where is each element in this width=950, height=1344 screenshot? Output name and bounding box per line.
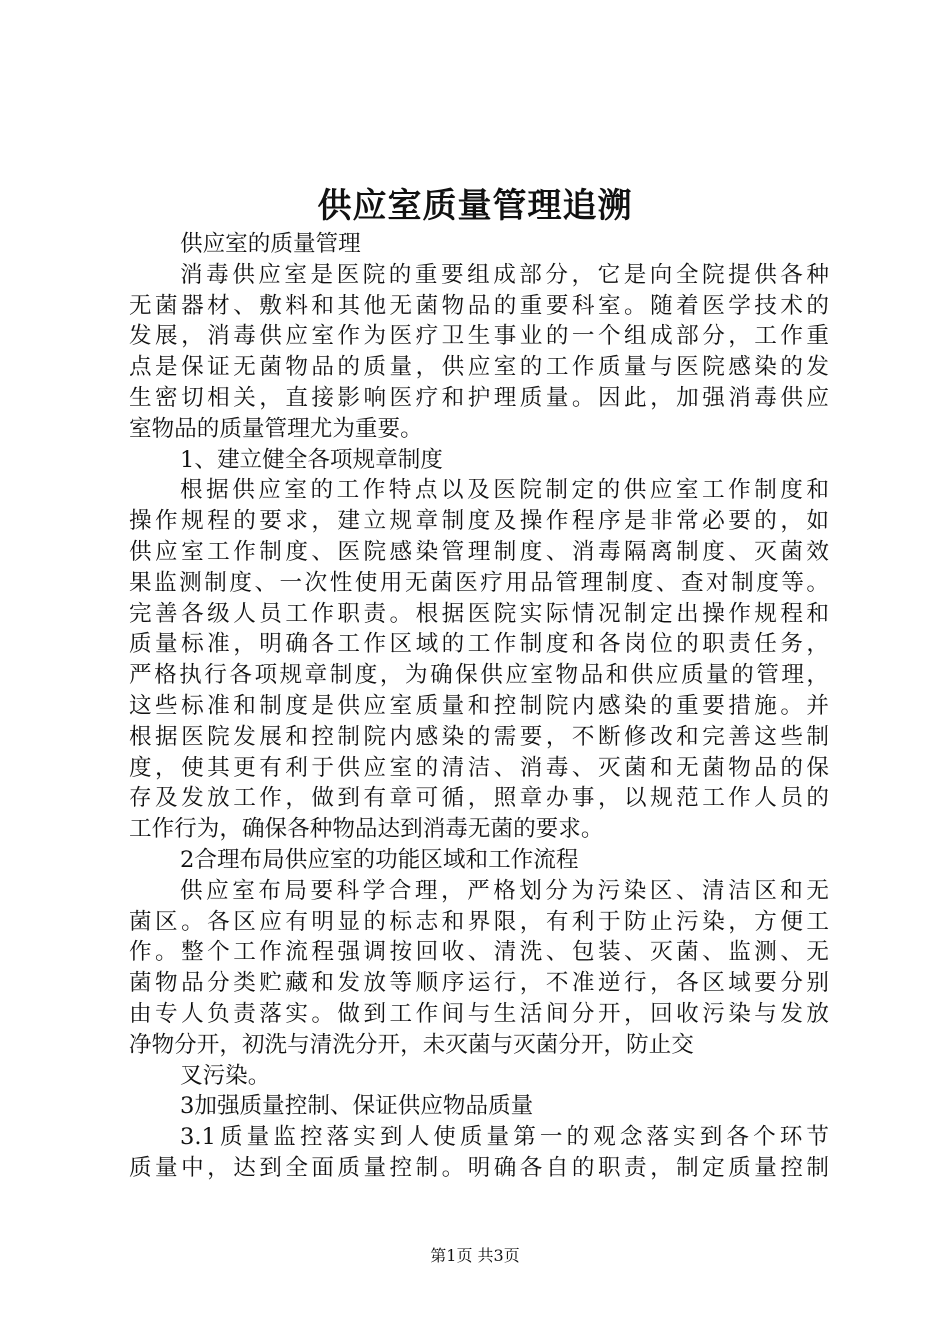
paragraph-line: 消毒供应室是医院的重要组成部分，它是向全院提供各种	[180, 261, 829, 288]
paragraph-line: 完善各级人员工作职责。根据医院实际情况制定出操作规程和	[129, 600, 829, 627]
paragraph-line: 果监测制度、一次性使用无菌医疗用品管理制度、查对制度等。	[129, 569, 829, 596]
paragraph-line: 作。整个工作流程强调按回收、清洗、包装、灭菌、监测、无	[129, 939, 829, 966]
paragraph-line: 根据供应室的工作特点以及医院制定的供应室工作制度和	[180, 477, 829, 504]
page-footer: 第1页 共3页	[430, 1246, 520, 1265]
paragraph-line: 无菌器材、敷料和其他无菌物品的重要科室。随着医学技术的	[129, 292, 829, 319]
paragraph-line: 由专人负责落实。做到工作间与生活间分开，回收污染与发放	[129, 1000, 829, 1027]
paragraph-line: 工作行为，确保各种物品达到消毒无菌的要求。	[129, 816, 604, 843]
paragraph-line: 3.1质量监控落实到人使质量第一的观念落实到各个环节	[180, 1124, 829, 1151]
paragraph-line: 度，使其更有利于供应室的清洁、消毒、灭菌和无菌物品的保	[129, 754, 829, 781]
paragraph-line: 叉污染。	[180, 1062, 271, 1089]
document-body	[129, 229, 829, 1184]
paragraph-line: 生密切相关，直接影响医疗和护理质量。因此，加强消毒供应	[129, 384, 829, 411]
section-heading: 供应室的质量管理	[180, 231, 361, 257]
section-heading: 1、建立健全各项规章制度	[180, 446, 443, 473]
paragraph-line: 存及发放工作，做到有章可循，照章办事，以规范工作人员的	[129, 785, 829, 812]
paragraph-line: 发展，消毒供应室作为医疗卫生事业的一个组成部分，工作重	[129, 323, 829, 350]
paragraph-line: 供应室布局要科学合理，严格划分为污染区、清洁区和无	[180, 877, 829, 904]
section-heading: 2合理布局供应室的功能区域和工作流程	[180, 846, 579, 873]
section-heading: 3加强质量控制、保证供应物品质量	[180, 1093, 534, 1120]
paragraph-line: 根据医院发展和控制院内感染的需要，不断修改和完善这些制	[129, 723, 829, 750]
paragraph-line: 室物品的质量管理尤为重要。	[129, 415, 423, 442]
paragraph-line: 菌物品分类贮藏和发放等顺序运行，不准逆行，各区域要分别	[129, 970, 829, 997]
paragraph-line: 菌区。各区应有明显的标志和界限，有利于防止污染，方便工	[129, 908, 829, 935]
paragraph-line: 净物分开，初洗与清洗分开，未灭菌与灭菌分开，防止交	[129, 1031, 694, 1058]
paragraph-line: 质量标准，明确各工作区域的工作制度和各岗位的职责任务，	[129, 631, 829, 658]
document-title: 供应室质量管理追溯	[317, 186, 633, 226]
paragraph-line: 点是保证无菌物品的质量，供应室的工作质量与医院感染的发	[129, 354, 829, 381]
paragraph-line: 严格执行各项规章制度，为确保供应室物品和供应质量的管理，	[129, 662, 829, 689]
paragraph-line: 质量中，达到全面质量控制。明确各自的职责，制定质量控制	[129, 1154, 829, 1181]
paragraph-line: 这些标准和制度是供应室质量和控制院内感染的重要措施。并	[129, 692, 829, 719]
paragraph-line: 操作规程的要求，建立规章制度及操作程序是非常必要的，如	[129, 508, 829, 535]
paragraph-line: 供应室工作制度、医院感染管理制度、消毒隔离制度、灭菌效	[129, 538, 829, 565]
